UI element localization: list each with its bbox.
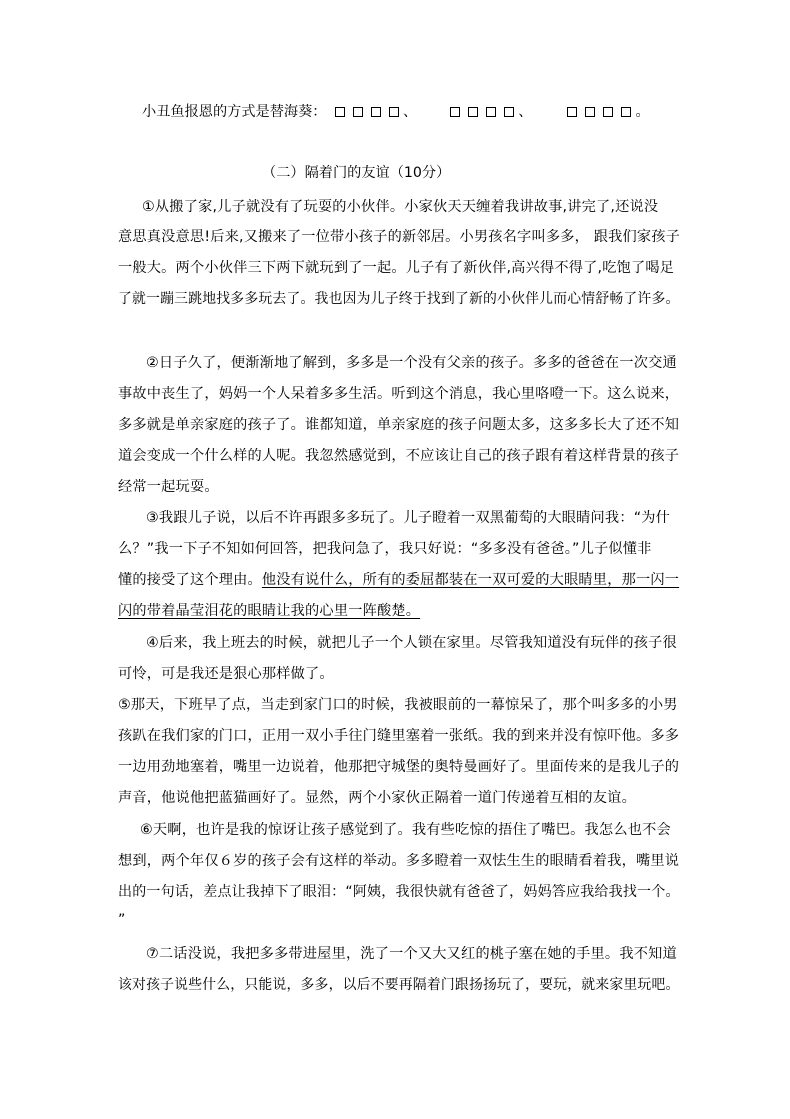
p6-line-3: 出的一句话，差点让我掉下了眼泪：“阿姨，我很快就有爸爸了，妈妈答应我给我找一个。 bbox=[118, 884, 680, 900]
p6-line-4: ” bbox=[118, 912, 126, 928]
p1-line-3: 一般大。两个小伙伴三下两下就玩到了一起。儿子有了新伙伴,高兴得不得了,吃饱了喝足 bbox=[118, 260, 675, 276]
p3-line-3 bbox=[118, 570, 679, 590]
p5-line-1: ⑤那天，下班早了点，当走到家门口的时候，我被眼前的一幕惊呆了，那个叫多多的小男 bbox=[118, 697, 678, 713]
p2-line-2: 事故中丧生了，妈妈一个人呆着多多生活。听到这个消息，我心里咯噔一下。这么说来， bbox=[118, 386, 680, 402]
p2-line-3: 多多就是单亲家庭的孩子了。谁都知道，单亲家庭的孩子问题太多，这多多长大了还不知 bbox=[118, 417, 680, 433]
p2-line-4: 道会变成一个什么样的人呢。我忽然感觉到，不应该让自己的孩子跟有着这样背景的孩子 bbox=[118, 448, 680, 464]
p3-line-2: 么？”我一下子不知如何回答，把我问急了，我只好说：“多多没有爸爸。”儿子似懂非 bbox=[118, 541, 652, 557]
p4-line-2: 可怜，可是我还是狠心那样做了。 bbox=[118, 666, 334, 682]
p1-line-4: 了就一蹦三跳地找多多玩去了。我也因为儿子终于找到了新的小伙伴儿而心情舒畅了许多。 bbox=[118, 291, 680, 307]
p5-line-2: 孩趴在我们家的门口，正用一双小手往门缝里塞着一张纸。我的到来并没有惊吓他。多多 bbox=[118, 728, 680, 744]
p7-line-1: ⑦二话没说，我把多多带进屋里，洗了一个又大又红的桃子塞在她的手里。我不知道 bbox=[146, 946, 677, 962]
p6-line-2: 想到，两个年仅６岁的孩子会有这样的举动。多多瞪着一双怯生生的眼睛看着我，嘴里说 bbox=[118, 853, 680, 869]
end-mark: 。 bbox=[635, 104, 650, 120]
underlined-sentence-part-2: 闪的带着晶莹泪花的眼睛让我的心里一阵酸楚。 bbox=[118, 603, 421, 619]
separator-2: 、 bbox=[518, 104, 533, 120]
p3-line-1: ③我跟儿子说，以后不许再跟多多玩了。儿子瞪着一双黑葡萄的大眼睛问我：“为什 bbox=[146, 510, 671, 526]
p5-line-3: 一边用劲地塞着，嘴里一边说着，他那把守城堡的奥特曼画好了。里面传来的是我儿子的 bbox=[118, 759, 680, 775]
p6-line-1: ⑥天啊，也许是我的惊讶让孩子感觉到了。我有些吃惊的捂住了嘴巴。我怎么也不会 bbox=[140, 822, 671, 838]
p4-line-1: ④后来，我上班去的时候，就把儿子一个人锁在家里。尽管我知道没有玩伴的孩子很 bbox=[146, 635, 677, 651]
underlined-sentence-part-1: 他没有说什么，所有的委屈都装在一双可爱的大眼睛里，那一闪一 bbox=[261, 572, 680, 588]
p1-line-2: 意思真没意思!后来,又搬来了一位带小孩子的新邻居。小男孩名字叫多多， 跟我们家孩子 bbox=[118, 229, 681, 245]
p5-line-4: 声音，他说他把蓝猫画好了。显然，两个小家伙正隔着一道门传递着互相的友谊。 bbox=[118, 790, 636, 806]
p2-line-5: 经常一起玩耍。 bbox=[118, 479, 219, 495]
separator-1: 、 bbox=[402, 104, 418, 120]
p3-text: 懂的接受了这个理由。 bbox=[118, 572, 262, 588]
question-prefix: 小丑鱼报恩的方式是替海葵： bbox=[142, 104, 327, 120]
answer-boxes-2[interactable] bbox=[446, 102, 518, 122]
p2-line-1: ②日子久了，便渐渐地了解到，多多是一个没有父亲的孩子。多多的爸爸在一次交通 bbox=[146, 355, 677, 371]
question-line bbox=[142, 102, 650, 122]
p1-line-1: ①从搬了家,儿子就没有了玩耍的小伙伴。小家伙天天缠着我讲故事,讲完了,还说没 bbox=[142, 199, 659, 215]
answer-boxes-3[interactable] bbox=[563, 102, 635, 122]
section-title: （二）隔着门的友谊（10分） bbox=[262, 165, 451, 181]
p7-line-2: 该对孩子说些什么，只能说，多多，以后不要再隔着门跟扬扬玩了，要玩，就来家里玩吧。 bbox=[118, 977, 680, 993]
answer-boxes-1[interactable] bbox=[331, 102, 403, 122]
